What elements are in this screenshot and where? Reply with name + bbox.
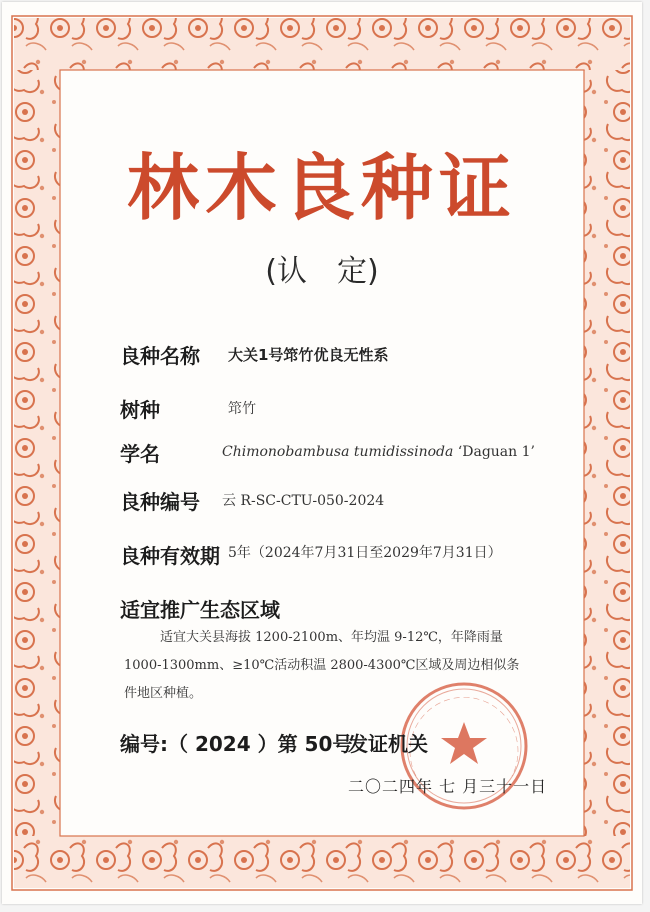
scientific-name-latin: Chimonobambusa tumidissinoda: [222, 444, 454, 460]
region-line-2: 1000-1300mm、≥10℃活动积温 2800-4300℃区域及周边相似条: [124, 658, 520, 673]
validity-label: 良种有效期: [120, 544, 220, 568]
scientific-name-value: [222, 444, 535, 460]
region-line-3: 件地区种植。: [124, 686, 203, 701]
certificate-title: 林木良种证: [126, 145, 517, 230]
scientific-name-cultivar: ‘Daguan 1’: [457, 444, 535, 460]
certificate-number: 编号:（ 2024 ）第 50号: [120, 732, 353, 756]
scientific-name-label: 学名: [120, 442, 160, 466]
variety-name-value: 大关1号筇竹优良无性系: [228, 346, 389, 364]
region-line-1: 适宜大关县海拔 1200-2100m、年均温 9-12℃，年降雨量: [160, 630, 503, 645]
issue-date: 二〇二四年 七 月三十一日: [348, 777, 548, 796]
tree-species-value: 筇竹: [228, 401, 256, 417]
issuer-label: 发证机关: [348, 732, 428, 756]
tree-species-label: 树种: [120, 398, 160, 422]
validity-value: 5年（2024年7月31日至2029年7月31日）: [228, 545, 502, 561]
certificate-subtitle: (认 定): [265, 254, 379, 289]
variety-code-label: 良种编号: [120, 490, 200, 514]
variety-name-label: 良种名称: [120, 344, 200, 368]
certificate-page: [2, 2, 642, 904]
region-label: 适宜推广生态区域: [120, 598, 280, 622]
variety-code-value: 云 R-SC-CTU-050-2024: [222, 493, 385, 509]
